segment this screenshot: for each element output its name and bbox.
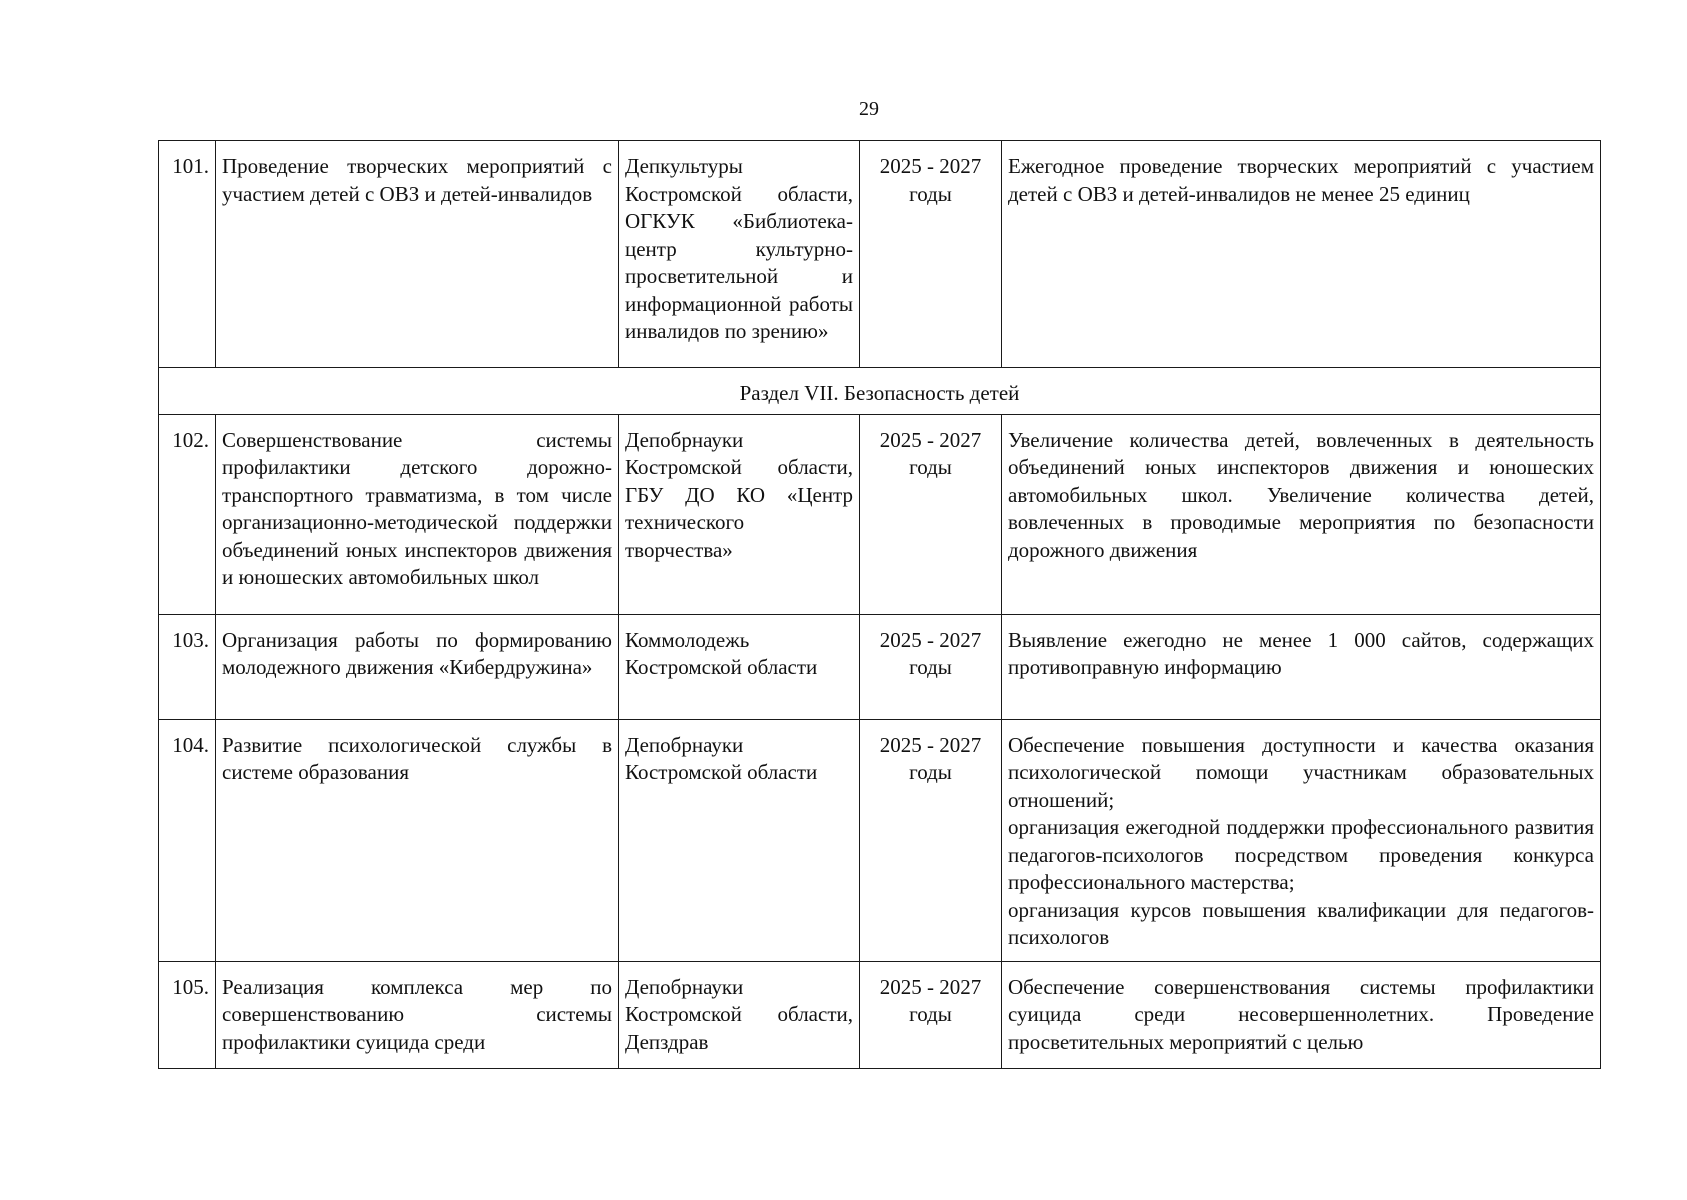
table-row bbox=[159, 141, 1601, 368]
term-cell: 2025 - 2027 годы bbox=[860, 414, 1002, 614]
executor-cell: Депобрнауки Костромской области, ГБУ ДО КО «Центр технического творчества» bbox=[619, 414, 860, 614]
executor-cell: Депобрнауки Костромской области bbox=[619, 719, 860, 961]
result-line: Увеличение количества детей, вовлеченных в деятельность объединений юных инспекторов движения и юношеских автомобильных школ. Увеличение количества детей, вовлеченных в проводимые мероприятия по безопасности дорожного движения bbox=[1008, 427, 1594, 562]
result-line: Обеспечение повышения доступности и качества оказания психологической помощи участникам образовательных отношений; bbox=[1008, 732, 1594, 812]
executor-cell: Депкультуры Костромской области, ОГКУК «Библиотека-центр культурно-просветительной и информационной работы инвалидов по зрению» bbox=[619, 141, 860, 368]
term-cell: 2025 - 2027 годы bbox=[860, 961, 1002, 1068]
executor-cell: Коммолодежь Костромской области bbox=[619, 614, 860, 719]
row-number: 102. bbox=[159, 414, 216, 614]
section-row bbox=[159, 368, 1601, 415]
row-number: 103. bbox=[159, 614, 216, 719]
action-plan-table bbox=[158, 140, 1601, 1069]
term-cell: 2025 - 2027 годы bbox=[860, 614, 1002, 719]
result-cell bbox=[1002, 961, 1601, 1068]
table-row bbox=[159, 961, 1601, 1068]
row-number: 105. bbox=[159, 961, 216, 1068]
executor-cell: Депобрнауки Костромской области, Депздрав bbox=[619, 961, 860, 1068]
result-cell bbox=[1002, 719, 1601, 961]
row-number: 101. bbox=[159, 141, 216, 368]
result-line: Обеспечение совершенствования системы профилактики суицида среди несовершеннолетних. Проведение просветительных мероприятий с целью bbox=[1008, 974, 1594, 1054]
result-cell bbox=[1002, 614, 1601, 719]
term-cell: 2025 - 2027 годы bbox=[860, 719, 1002, 961]
event-cell: Реализация комплекса мер по совершенствованию системы профилактики суицида среди bbox=[216, 961, 619, 1068]
event-cell: Развитие психологической службы в системе образования bbox=[216, 719, 619, 961]
table-row bbox=[159, 719, 1601, 961]
row-number: 104. bbox=[159, 719, 216, 961]
event-cell: Проведение творческих мероприятий с участием детей с ОВЗ и детей-инвалидов bbox=[216, 141, 619, 368]
page-number: 29 bbox=[859, 98, 879, 120]
section-title: Раздел VII. Безопасность детей bbox=[159, 368, 1601, 415]
result-line: организация ежегодной поддержки профессионального развития педагогов-психологов посредством проведения конкурса профессионального мастерства; bbox=[1008, 815, 1594, 894]
result-cell bbox=[1002, 414, 1601, 614]
table-row bbox=[159, 414, 1601, 614]
result-line: Ежегодное проведение творческих мероприятий с участием детей с ОВЗ и детей-инвалидов не менее 25 единиц bbox=[1008, 154, 1594, 206]
result-line: организация курсов повышения квалификации для педагогов-психологов bbox=[1008, 897, 1594, 949]
result-line: Выявление ежегодно не менее 1 000 сайтов, содержащих противоправную информацию bbox=[1008, 627, 1594, 679]
event-cell: Совершенствование системы профилактики детского дорожно-транспортного травматизма, в том числе организационно-методической поддержки объединений юных инспекторов движения и юношеских автомобильных школ bbox=[216, 414, 619, 614]
term-cell: 2025 - 2027 годы bbox=[860, 141, 1002, 368]
result-cell bbox=[1002, 141, 1601, 368]
event-cell: Организация работы по формированию молодежного движения «Кибердружина» bbox=[216, 614, 619, 719]
table-row bbox=[159, 614, 1601, 719]
